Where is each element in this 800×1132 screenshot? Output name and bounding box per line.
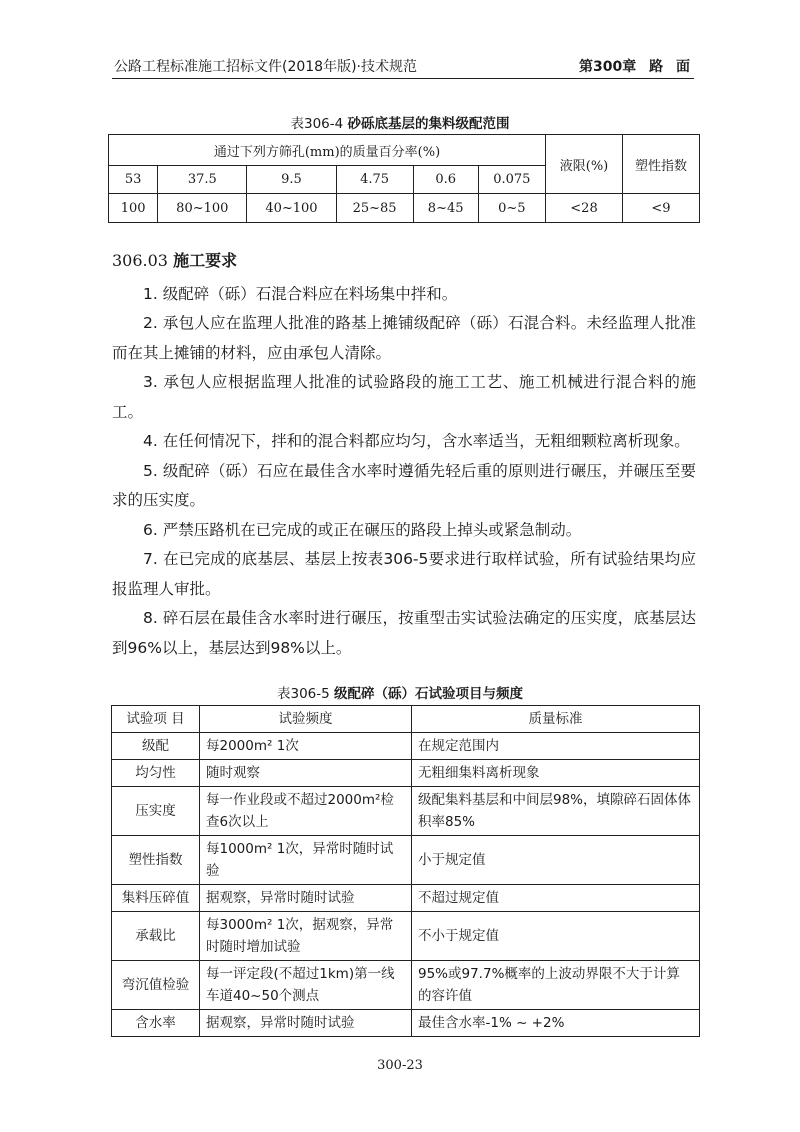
sieve-size: 37.5 <box>158 166 247 194</box>
table-row <box>112 787 700 836</box>
passing-value: 100 <box>109 194 158 223</box>
table-row <box>112 836 700 885</box>
sieve-size: 0.6 <box>413 166 478 194</box>
test-frequency: 每1000m² 1次，异常时随时试验 <box>200 836 412 885</box>
requirement-item: 1. 级配碎（砾）石混合料应在料场集中拌和。 <box>143 284 458 303</box>
sieve-group-header: 通过下列方筛孔(mm)的质量百分率(%) <box>109 135 546 166</box>
passing-value: 40~100 <box>247 194 336 223</box>
passing-value: 25~85 <box>336 194 413 223</box>
table-row <box>112 1010 700 1037</box>
test-item: 含水率 <box>112 1010 200 1037</box>
requirement-item: 5. 级配碎（砾）石应在最佳含水率时遵循先轻后重的原则进行碾压，并碾压至要求的压实度。 <box>112 461 696 509</box>
table1-caption-number: 表306-4 <box>290 116 344 132</box>
header-test-frequency: 试验频度 <box>200 706 412 733</box>
section-heading <box>112 246 696 276</box>
test-item: 塑性指数 <box>112 836 200 885</box>
table1-caption-title: 砂砾底基层的集料级配范围 <box>347 116 510 132</box>
test-frequency: 每一作业段或不超过2000m²检查6次以上 <box>200 787 412 836</box>
header-test-item: 试验项 目 <box>112 706 200 733</box>
quality-standard: 最佳含水率-1% ~ +2% <box>412 1010 700 1037</box>
sieve-size: 53 <box>109 166 158 194</box>
quality-standard: 在规定范围内 <box>412 733 700 760</box>
sieve-size: 9.5 <box>247 166 336 194</box>
section-number: 306.03 <box>112 251 168 270</box>
test-frequency: 每一评定段(不超过1km)第一线车道40~50个测点 <box>200 961 412 1010</box>
quality-standard: 无粗细集料离析现象 <box>412 760 700 787</box>
requirement-item: 3. 承包人应根据监理人批准的试验路段的施工工艺、施工机械进行混合料的施工。 <box>112 373 696 421</box>
test-item: 均匀性 <box>112 760 200 787</box>
test-frequency: 据观察，异常时随时试验 <box>200 885 412 912</box>
test-item: 承载比 <box>112 912 200 961</box>
page-number: 300-23 <box>377 1058 423 1073</box>
passing-value: 8~45 <box>413 194 478 223</box>
requirement-item: 7. 在已完成的底基层、基层上按表306-5要求进行取样试验，所有试验结果均应报监理人审批。 <box>112 550 696 598</box>
test-frequency-table <box>111 705 700 1037</box>
plasticity-index-value: <9 <box>623 194 700 223</box>
table-row <box>112 733 700 760</box>
test-item: 弯沉值检验 <box>112 961 200 1010</box>
requirement-item: 4. 在任何情况下，拌和的混合料都应均匀，含水率适当，无粗细颗粒离析现象。 <box>143 432 690 450</box>
quality-standard: 95%或97.7%概率的上波动界限不大于计算的容许值 <box>412 961 700 1010</box>
table2-caption <box>0 682 800 702</box>
passing-value: 80~100 <box>158 194 247 223</box>
test-frequency: 据观察，异常时随时试验 <box>200 1010 412 1037</box>
header-document-title: 公路工程标准施工招标文件(2018年版)·技术规范 <box>114 59 418 75</box>
gradation-table <box>108 134 700 223</box>
header-chapter: 第300章 路 面 <box>579 59 690 75</box>
test-frequency: 每3000m² 1次，据观察，异常时随时增加试验 <box>200 912 412 961</box>
plasticity-index-header: 塑性指数 <box>623 135 700 194</box>
page-header <box>112 52 694 79</box>
quality-standard: 级配集料基层和中间层98%，填隙碎石固体体积率85% <box>412 787 700 836</box>
test-item: 级配 <box>112 733 200 760</box>
sieve-size: 4.75 <box>336 166 413 194</box>
table1-caption <box>0 112 800 132</box>
liquid-limit-value: <28 <box>546 194 623 223</box>
table2-caption-number: 表306-5 <box>276 686 330 702</box>
section-title: 施工要求 <box>173 251 238 270</box>
quality-standard: 不超过规定值 <box>412 885 700 912</box>
table-row <box>112 961 700 1010</box>
quality-standard: 小于规定值 <box>412 836 700 885</box>
table-row <box>112 912 700 961</box>
test-item: 集料压碎值 <box>112 885 200 912</box>
construction-requirements <box>112 246 696 663</box>
passing-value: 0~5 <box>478 194 545 223</box>
requirement-item: 8. 碎石层在最佳含水率时进行碾压，按重型击实试验法确定的压实度，底基层达到96%以上，基层达到98%以上。 <box>112 609 696 657</box>
test-frequency: 每2000m² 1次 <box>200 733 412 760</box>
requirement-item: 2. 承包人应在监理人批准的路基上摊铺级配碎（砾）石混合料。未经监理人批准而在其上摊铺的材料，应由承包人清除。 <box>112 314 696 362</box>
requirement-item: 6. 严禁压路机在已完成的或正在碾压的路段上掉头或紧急制动。 <box>143 520 582 539</box>
table-row <box>112 760 700 787</box>
table2-caption-title: 级配碎（砾）石试验项目与频度 <box>334 686 524 702</box>
test-frequency: 随时观察 <box>200 760 412 787</box>
table-row <box>112 885 700 912</box>
quality-standard: 不小于规定值 <box>412 912 700 961</box>
liquid-limit-header: 液限(%) <box>546 135 623 194</box>
test-item: 压实度 <box>112 787 200 836</box>
header-quality-standard: 质量标准 <box>412 706 700 733</box>
sieve-size: 0.075 <box>478 166 545 194</box>
